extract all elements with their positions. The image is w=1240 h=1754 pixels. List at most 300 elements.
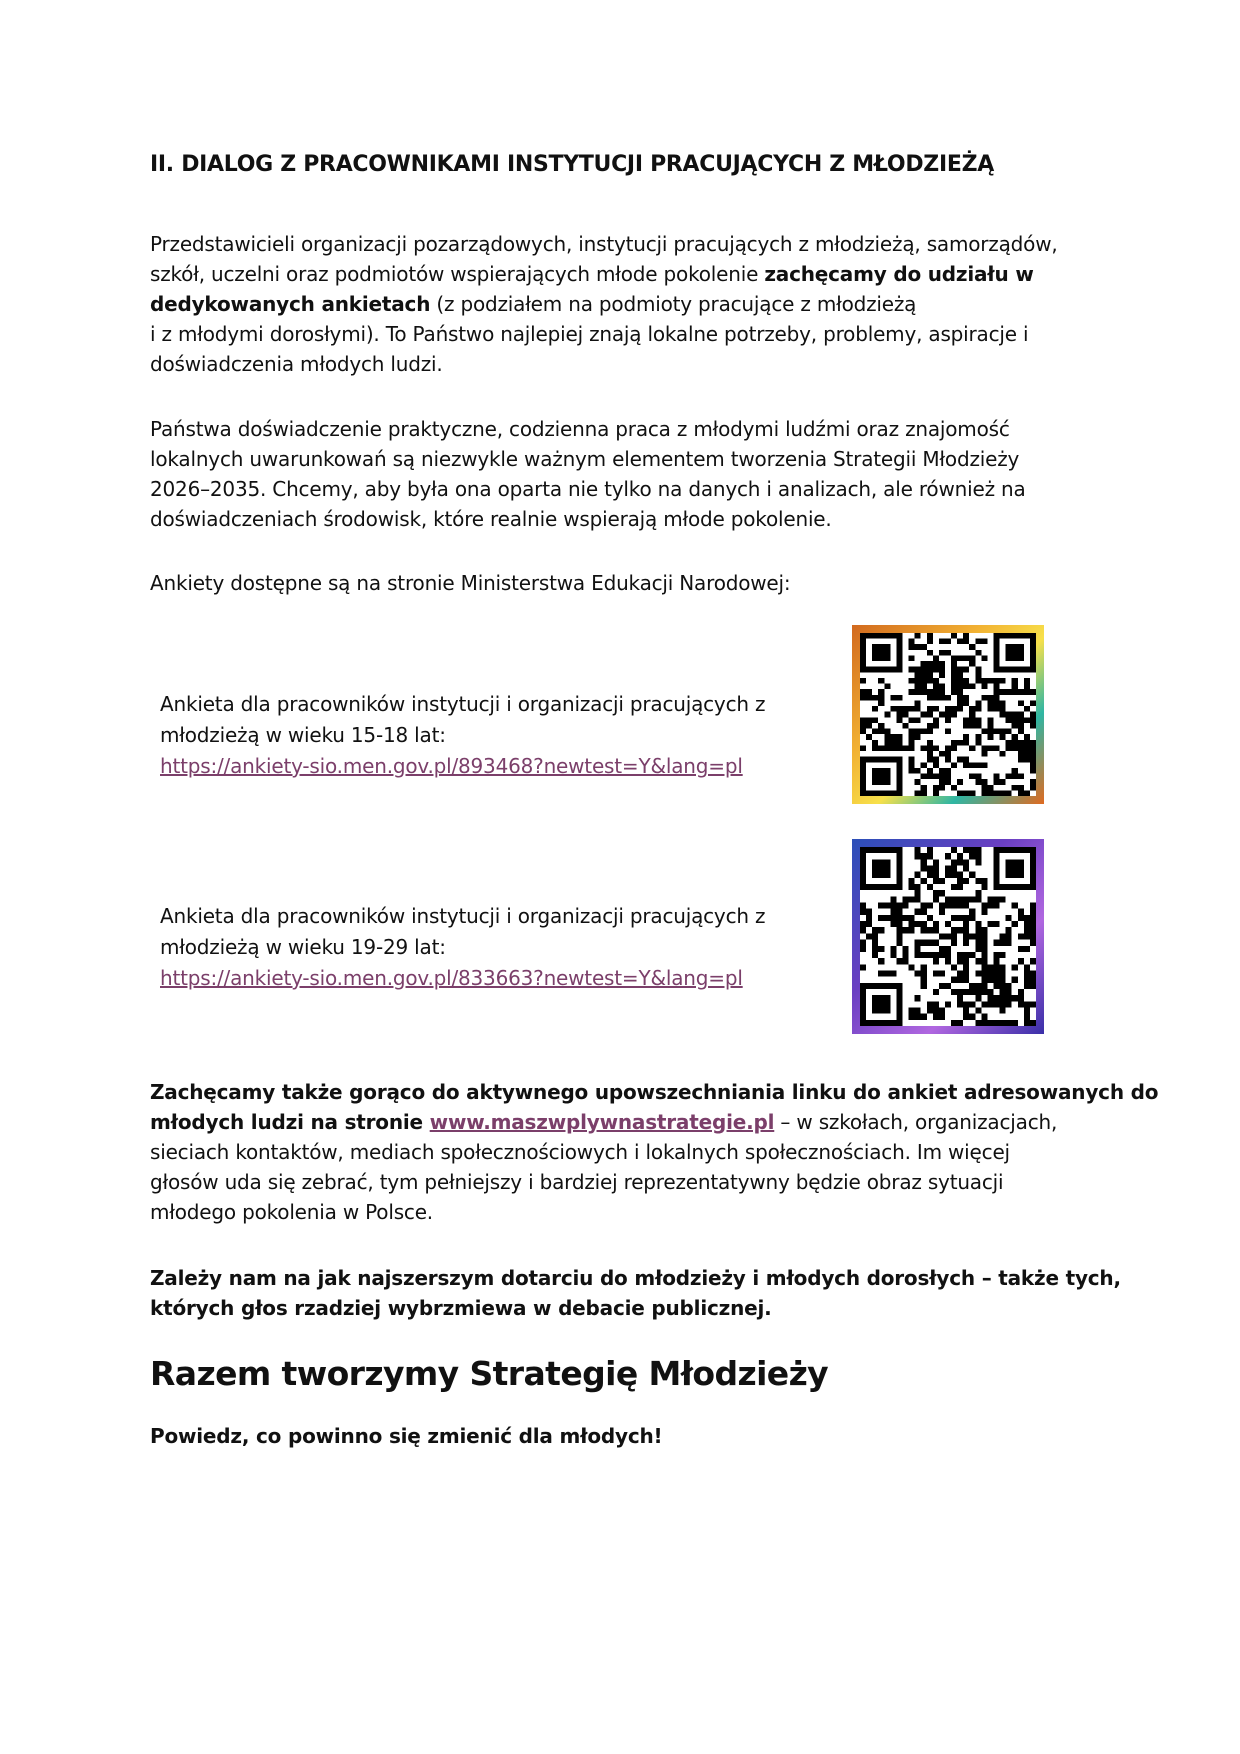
qr-module — [975, 896, 981, 902]
qr-module — [1030, 712, 1036, 718]
qr-module — [915, 940, 921, 946]
qr-module — [884, 983, 890, 989]
practice-line-3: 2026–2035. Chcemy, aby była ona oparta nie tylko na danych i analizach, ale również na — [150, 477, 1026, 501]
qr-module — [994, 684, 1000, 690]
qr-module — [1024, 964, 1030, 970]
qr-module — [1018, 723, 1024, 729]
qr-module — [933, 745, 939, 751]
qr-module — [933, 872, 939, 878]
qr-module — [951, 706, 957, 712]
qr-module — [860, 946, 866, 952]
qr-module — [957, 989, 963, 995]
qr-module — [1018, 712, 1024, 718]
qr-module — [884, 655, 890, 661]
qr-module — [890, 952, 896, 958]
qr-module — [939, 1014, 945, 1020]
qr-module — [975, 983, 981, 989]
qr-module — [878, 927, 884, 933]
qr-module — [939, 684, 945, 690]
qr-module — [994, 983, 1000, 989]
qr-module — [860, 729, 866, 735]
qr-module — [963, 970, 969, 976]
qr-module — [939, 903, 945, 909]
qr-module — [878, 946, 884, 952]
qr-module — [915, 717, 921, 723]
qr-module — [969, 847, 975, 853]
qr-module — [933, 1001, 939, 1007]
qr-module — [927, 729, 933, 735]
qr-module — [945, 695, 951, 701]
qr-module — [1030, 785, 1036, 791]
qr-module — [933, 927, 939, 933]
qr-module — [957, 639, 963, 645]
practice-line-2: lokalnych uwarunkowań są niezwykle ważnym elementem tworzenia Strategii Młodzieży — [150, 447, 1020, 471]
qr-module — [969, 1014, 975, 1020]
qr-module — [933, 774, 939, 780]
qr-module — [884, 779, 890, 785]
qr-module — [890, 790, 896, 796]
qr-module — [1012, 884, 1018, 890]
qr-module — [927, 952, 933, 958]
qr-module — [909, 740, 915, 746]
qr-module — [915, 909, 921, 915]
qr-module — [1018, 790, 1024, 796]
qr-module — [896, 790, 902, 796]
qr-module — [1012, 689, 1018, 695]
qr-module — [1012, 684, 1018, 690]
qr-module — [902, 952, 908, 958]
qr-module — [884, 684, 890, 690]
qr-module — [915, 896, 921, 902]
reach-line-1: Zależy nam na jak najszerszym dotarciu do młodzieży i młodych dorosłych – także tych, — [150, 1266, 1121, 1290]
qr-module — [872, 695, 878, 701]
qr-module — [902, 927, 908, 933]
qr-module — [884, 1007, 890, 1013]
qr-module — [975, 700, 981, 706]
qr-module — [963, 989, 969, 995]
qr-module — [1024, 1014, 1030, 1020]
qr-module — [915, 700, 921, 706]
qr-module — [866, 734, 872, 740]
qr-module — [969, 790, 975, 796]
qr-module — [939, 751, 945, 757]
qr-module — [933, 678, 939, 684]
qr-module — [872, 790, 878, 796]
qr-module — [872, 644, 878, 650]
qr-module — [884, 633, 890, 639]
qr-module — [1018, 717, 1024, 723]
qr-module — [1018, 946, 1024, 952]
qr-module — [1030, 859, 1036, 865]
qr-module — [969, 644, 975, 650]
qr-module — [872, 774, 878, 780]
qr-module — [945, 650, 951, 656]
qr-module — [957, 700, 963, 706]
qr-module — [884, 903, 890, 909]
qr-module — [878, 729, 884, 735]
qr-module — [963, 762, 969, 768]
qr-module — [969, 915, 975, 921]
survey-2-link[interactable]: https://ankiety-sio.men.gov.pl/833663?newtest=Y&lang=pl — [160, 966, 743, 990]
qr-module — [1018, 633, 1024, 639]
qr-module — [994, 644, 1000, 650]
qr-module — [969, 983, 975, 989]
qr-module — [1006, 866, 1012, 872]
qr-module — [1000, 667, 1006, 673]
qr-module — [994, 745, 1000, 751]
qr-module — [951, 1020, 957, 1026]
qr-module — [987, 964, 993, 970]
qr-module — [981, 655, 987, 661]
qr-module — [981, 779, 987, 785]
qr-module — [994, 878, 1000, 884]
strategy-website-link[interactable]: www.maszwplywnastrategie.pl — [429, 1110, 775, 1134]
qr-module — [939, 650, 945, 656]
qr-module — [860, 1001, 866, 1007]
qr-module — [909, 729, 915, 735]
qr-module — [1006, 884, 1012, 890]
qr-module — [860, 1020, 866, 1026]
qr-module — [890, 970, 896, 976]
qr-module — [957, 695, 963, 701]
qr-module — [921, 964, 927, 970]
qr-module — [878, 757, 884, 763]
qr-module — [909, 915, 915, 921]
qr-module — [951, 884, 957, 890]
qr-module — [909, 678, 915, 684]
qr-module — [994, 700, 1000, 706]
qr-module — [1030, 650, 1036, 656]
qr-module — [921, 745, 927, 751]
qr-module — [994, 689, 1000, 695]
qr-module — [963, 678, 969, 684]
qr-module — [939, 661, 945, 667]
qr-module — [975, 878, 981, 884]
qr-module — [945, 853, 951, 859]
qr-module — [1024, 751, 1030, 757]
qr-module — [1030, 633, 1036, 639]
qr-module — [1018, 866, 1024, 872]
qr-module — [878, 650, 884, 656]
qr-module — [963, 684, 969, 690]
qr-module — [902, 896, 908, 902]
qr-module — [987, 995, 993, 1001]
qr-module — [1030, 762, 1036, 768]
qr-module — [939, 878, 945, 884]
qr-module — [866, 717, 872, 723]
qr-module — [921, 983, 927, 989]
qr-module — [890, 633, 896, 639]
qr-module — [969, 684, 975, 690]
qr-module — [884, 757, 890, 763]
qr-module — [951, 667, 957, 673]
qr-module — [896, 884, 902, 890]
qr-module — [933, 940, 939, 946]
qr-module — [860, 717, 866, 723]
qr-module — [866, 667, 872, 673]
qr-module — [915, 970, 921, 976]
qr-module — [921, 672, 927, 678]
qr-module — [896, 661, 902, 667]
qr-module — [939, 946, 945, 952]
qr-module — [939, 774, 945, 780]
qr-module — [957, 706, 963, 712]
qr-module — [945, 946, 951, 952]
qr-module — [945, 958, 951, 964]
qr-module — [902, 723, 908, 729]
qr-module — [921, 927, 927, 933]
qr-module — [872, 768, 878, 774]
qr-module — [1030, 745, 1036, 751]
qr-module — [909, 884, 915, 890]
qr-module — [872, 946, 878, 952]
qr-module — [1006, 655, 1012, 661]
qr-module — [921, 684, 927, 690]
survey-2-line-2: młodzieżą w wieku 19-29 lat: — [160, 935, 446, 959]
qr-module — [884, 1001, 890, 1007]
qr-module — [878, 903, 884, 909]
qr-module — [890, 757, 896, 763]
qr-module — [975, 890, 981, 896]
qr-module — [909, 927, 915, 933]
qr-module — [994, 940, 1000, 946]
share-line-2-bold: młodych ludzi na stronie — [150, 1110, 430, 1134]
qr-module — [1012, 633, 1018, 639]
qr-module — [896, 933, 902, 939]
qr-module — [1012, 847, 1018, 853]
qr-module — [902, 958, 908, 964]
qr-module — [1030, 927, 1036, 933]
qr-module — [975, 678, 981, 684]
qr-module — [909, 878, 915, 884]
qr-module — [860, 921, 866, 927]
qr-module — [1018, 745, 1024, 751]
qr-module — [878, 700, 884, 706]
qr-module — [1006, 1020, 1012, 1026]
qr-module — [927, 678, 933, 684]
qr-module — [896, 757, 902, 763]
qr-module — [872, 940, 878, 946]
share-line-2-text: – w szkołach, organizacjach, — [774, 1110, 1058, 1134]
qr-module — [957, 689, 963, 695]
qr-module — [981, 762, 987, 768]
survey-1-link[interactable]: https://ankiety-sio.men.gov.pl/893468?newtest=Y&lang=pl — [160, 754, 743, 778]
qr-module — [1006, 740, 1012, 746]
qr-module — [981, 903, 987, 909]
qr-module — [1024, 667, 1030, 673]
qr-module — [933, 989, 939, 995]
qr-module — [915, 952, 921, 958]
qr-module — [927, 915, 933, 921]
qr-module — [957, 740, 963, 746]
qr-module — [975, 940, 981, 946]
qr-module — [981, 970, 987, 976]
qr-module — [969, 933, 975, 939]
qr-module — [890, 847, 896, 853]
qr-module — [884, 768, 890, 774]
qr-module — [878, 695, 884, 701]
qr-module — [1000, 896, 1006, 902]
qr-module — [896, 1014, 902, 1020]
qr-module — [1012, 768, 1018, 774]
qr-module — [884, 790, 890, 796]
qr-module — [1024, 933, 1030, 939]
qr-module — [1000, 940, 1006, 946]
qr-module — [963, 964, 969, 970]
qr-module — [878, 768, 884, 774]
practice-line-1: Państwa doświadczenie praktyczne, codzienna praca z młodymi ludźmi oraz znajomość — [150, 417, 1010, 441]
qr-module — [951, 785, 957, 791]
qr-module — [927, 768, 933, 774]
qr-module — [1030, 723, 1036, 729]
qr-module — [878, 779, 884, 785]
qr-module — [884, 995, 890, 1001]
qr-module — [981, 1014, 987, 1020]
qr-code-1-icon — [860, 633, 1036, 796]
qr-code-survey-2 — [852, 839, 1044, 1034]
qr-module — [939, 785, 945, 791]
qr-module — [909, 717, 915, 723]
qr-module — [969, 989, 975, 995]
qr-module — [963, 639, 969, 645]
qr-module — [1030, 717, 1036, 723]
qr-module — [963, 977, 969, 983]
qr-module — [872, 859, 878, 865]
qr-module — [927, 940, 933, 946]
qr-module — [860, 983, 866, 989]
qr-module — [951, 933, 957, 939]
qr-module — [975, 989, 981, 995]
qr-module — [945, 774, 951, 780]
qr-module — [975, 853, 981, 859]
qr-module — [1018, 958, 1024, 964]
qr-module — [933, 1007, 939, 1013]
qr-module — [969, 762, 975, 768]
qr-module — [1018, 909, 1024, 915]
qr-module — [884, 866, 890, 872]
qr-module — [987, 1020, 993, 1026]
qr-module — [957, 884, 963, 890]
survey-2-line-1: Ankieta dla pracowników instytucji i organizacji pracujących z — [160, 904, 766, 928]
qr-module — [957, 872, 963, 878]
qr-module — [1006, 689, 1012, 695]
qr-module — [1012, 678, 1018, 684]
qr-module — [860, 762, 866, 768]
qr-module — [915, 667, 921, 673]
qr-module — [909, 667, 915, 673]
qr-module — [890, 915, 896, 921]
qr-module — [860, 853, 866, 859]
qr-module — [915, 890, 921, 896]
qr-module — [963, 633, 969, 639]
qr-module — [981, 684, 987, 690]
qr-module — [987, 977, 993, 983]
qr-module — [1000, 964, 1006, 970]
qr-module — [1000, 729, 1006, 735]
qr-module — [896, 927, 902, 933]
qr-module — [896, 779, 902, 785]
qr-module — [1018, 757, 1024, 763]
qr-module — [1030, 667, 1036, 673]
qr-module — [1000, 995, 1006, 1001]
qr-module — [878, 884, 884, 890]
qr-module — [951, 740, 957, 746]
qr-module — [987, 723, 993, 729]
qr-module — [975, 650, 981, 656]
qr-module — [969, 745, 975, 751]
qr-module — [866, 909, 872, 915]
qr-module — [915, 633, 921, 639]
share-line-2 — [150, 1107, 1100, 1137]
qr-module — [884, 745, 890, 751]
qr-module — [969, 723, 975, 729]
intro-line-1: Przedstawicieli organizacji pozarządowych, instytucji pracujących z młodzieżą, samorządów, — [150, 232, 1058, 256]
qr-module — [927, 740, 933, 746]
qr-module — [994, 859, 1000, 865]
qr-module — [1000, 734, 1006, 740]
qr-module — [878, 958, 884, 964]
qr-module — [945, 1001, 951, 1007]
qr-module — [860, 989, 866, 995]
qr-module — [1030, 740, 1036, 746]
qr-module — [994, 866, 1000, 872]
qr-module — [1024, 970, 1030, 976]
intro-line-5: doświadczenia młodych ludzi. — [150, 352, 443, 376]
qr-module — [963, 859, 969, 865]
qr-module — [909, 921, 915, 927]
qr-module — [866, 633, 872, 639]
qr-module — [1024, 983, 1030, 989]
qr-module — [860, 859, 866, 865]
qr-module — [975, 706, 981, 712]
qr-module — [927, 661, 933, 667]
qr-module — [987, 790, 993, 796]
qr-module — [896, 866, 902, 872]
qr-module — [902, 712, 908, 718]
qr-module — [957, 859, 963, 865]
qr-module — [872, 650, 878, 656]
qr-module — [975, 762, 981, 768]
qr-module — [866, 915, 872, 921]
qr-module — [1024, 740, 1030, 746]
qr-module — [933, 717, 939, 723]
qr-module — [860, 661, 866, 667]
qr-module — [1000, 1007, 1006, 1013]
qr-module — [872, 847, 878, 853]
qr-module — [975, 740, 981, 746]
qr-module — [921, 1014, 927, 1020]
qr-module — [957, 995, 963, 1001]
qr-module — [884, 872, 890, 878]
qr-module — [866, 689, 872, 695]
qr-module — [921, 921, 927, 927]
qr-module — [878, 678, 884, 684]
qr-module — [909, 757, 915, 763]
qr-module — [921, 909, 927, 915]
qr-module — [890, 983, 896, 989]
qr-module — [951, 689, 957, 695]
qr-module — [945, 903, 951, 909]
qr-module — [860, 633, 866, 639]
qr-module — [994, 695, 1000, 701]
qr-module — [909, 734, 915, 740]
qr-module — [1000, 983, 1006, 989]
qr-module — [866, 983, 872, 989]
qr-module — [1000, 678, 1006, 684]
qr-module — [884, 712, 890, 718]
qr-module — [969, 717, 975, 723]
qr-module — [957, 757, 963, 763]
